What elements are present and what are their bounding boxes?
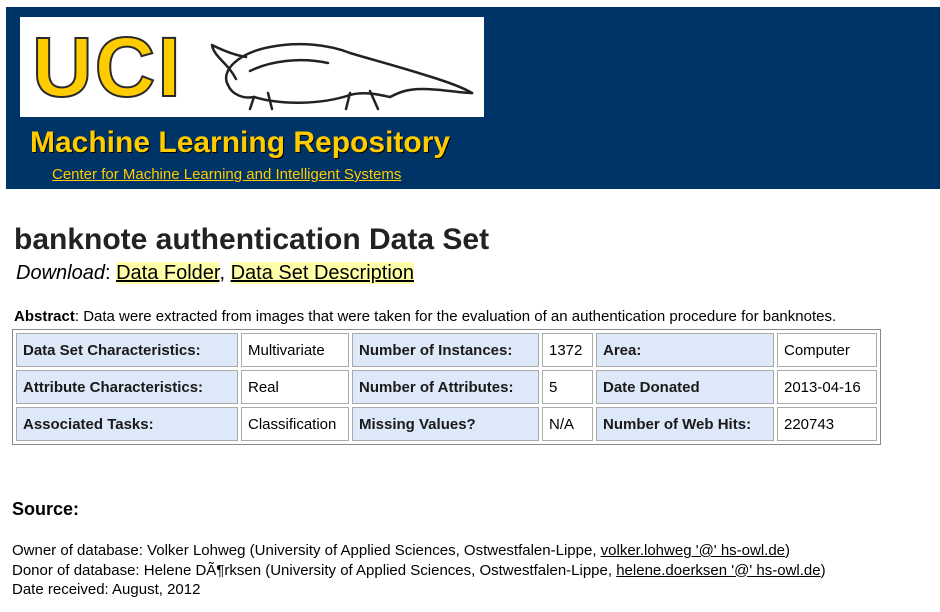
center-link[interactable]: Center for Machine Learning and Intelligent Systems [52,166,402,183]
table-header-cell: Number of Web Hits: [596,407,774,441]
table-cell: N/A [542,407,593,441]
source-body [12,541,826,600]
source-donor-line [12,561,826,581]
data-set-description-link[interactable]: Data Set Description [230,262,415,284]
repository-title: Machine Learning Repository [30,126,451,159]
table-cell: 5 [542,370,593,404]
table-header-cell: Attribute Characteristics: [16,370,238,404]
table-header-cell: Data Set Characteristics: [16,333,238,367]
table-cell: Computer [777,333,877,367]
source-donor-text: Donor of database: Helene DÃ¶rksen (University of Applied Sciences, Ostwestfalen-Lippe, [12,561,617,579]
download-row [16,260,414,286]
uci-logo-text: UCI [32,20,183,114]
table-header-cell: Missing Values? [352,407,539,441]
table-cell: Real [241,370,349,404]
data-folder-link[interactable]: Data Folder [116,262,220,284]
table-cell: 1372 [542,333,593,367]
table-row [16,407,877,441]
table-header-cell: Number of Attributes: [352,370,539,404]
table-row [16,333,877,367]
anteater-icon [210,23,480,115]
source-donor-suffix: ) [820,561,826,579]
abstract [14,307,836,327]
source-owner-line [12,541,826,561]
download-label: Download [16,262,105,284]
table-row [16,370,877,404]
page-title: banknote authentication Data Set [14,223,490,256]
table-header-cell: Number of Instances: [352,333,539,367]
owner-email-link[interactable]: volker.lohweg '@' hs-owl.de [600,542,786,559]
source-owner-text: Owner of database: Volker Lohweg (University of Applied Sciences, Ostwestfalen-Lippe, [12,542,601,559]
donor-email-link[interactable]: helene.doerksen '@' hs-owl.de [616,561,821,579]
link-separator: , [219,262,231,284]
site-header [6,7,940,189]
table-cell: 2013-04-16 [777,370,877,404]
source-heading: Source: [12,499,80,519]
source-date-line: Date received: August, 2012 [12,581,201,598]
table-cell: Classification [241,407,349,441]
table-header-cell: Associated Tasks: [16,407,238,441]
abstract-text: : Data were extracted from images that were taken for the evaluation of an authentication procedure for banknotes. [74,308,837,325]
table-cell: Multivariate [241,333,349,367]
table-cell: 220743 [777,407,877,441]
source-owner-suffix: ) [785,542,791,559]
characteristics-table [12,329,881,445]
download-separator: : [104,262,117,284]
uci-logo[interactable] [20,17,484,117]
table-header-cell: Date Donated [596,370,774,404]
table-header-cell: Area: [596,333,774,367]
abstract-label: Abstract [14,308,75,325]
